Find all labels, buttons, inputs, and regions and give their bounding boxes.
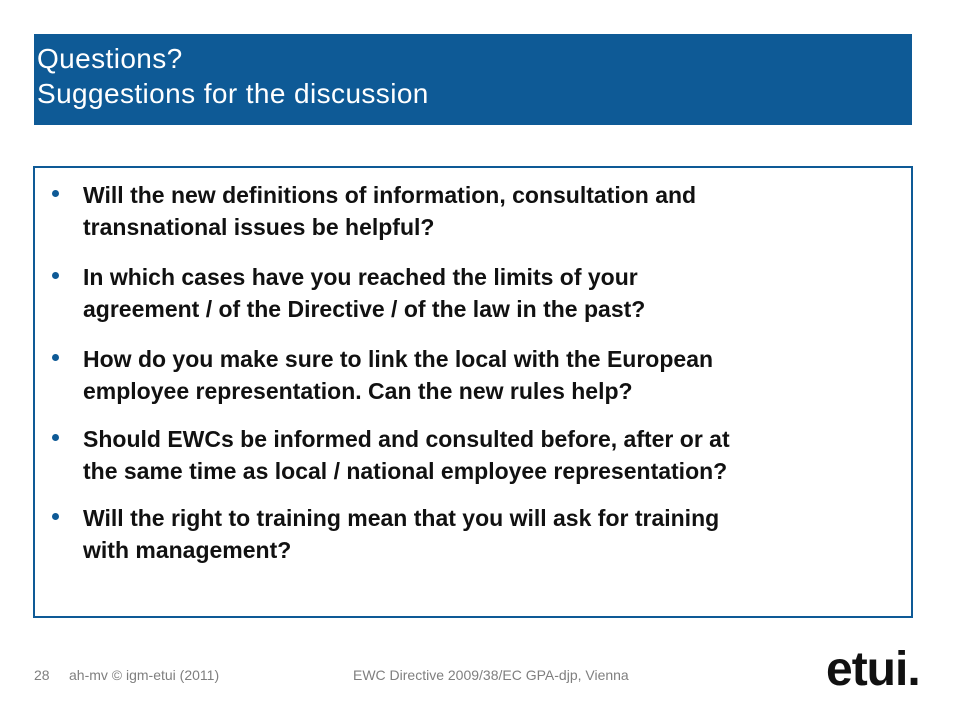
bullet-line: with management? — [83, 537, 292, 563]
footer-copyright: ah-mv © igm-etui (2011) — [69, 667, 220, 683]
bullet-line: Should EWCs be informed and consulted before, after or at — [83, 426, 730, 452]
bullet-dot-icon — [52, 272, 59, 279]
bullet-line: employee representation. Can the new rules help? — [83, 378, 633, 404]
bullet-dot-icon — [52, 354, 59, 361]
etui-logo: etui. — [826, 643, 920, 696]
slide-title-line-2: Suggestions for the discussion — [37, 78, 429, 109]
bullet-line: Will the right to training mean that you will ask for training — [83, 505, 720, 531]
bullet-text — [83, 502, 903, 566]
bullet-line: Will the new definitions of information, consultation and — [83, 182, 697, 208]
bullet-text — [83, 179, 903, 243]
bullet-dot-icon — [52, 434, 59, 441]
bullet-line: transnational issues be helpful? — [83, 214, 435, 240]
bullet-text — [83, 423, 903, 487]
bullet-line: How do you make sure to link the local with the European — [83, 346, 714, 372]
bullet-text — [83, 261, 903, 325]
slide-title-line-1: Questions? — [37, 43, 183, 74]
bullet-line: agreement / of the Directive / of the law in the past? — [83, 296, 646, 322]
bullet-line: In which cases have you reached the limits of your — [83, 264, 638, 290]
bullet-line: the same time as local / national employee representation? — [83, 458, 728, 484]
content-box — [33, 166, 913, 618]
bullet-dot-icon — [52, 513, 59, 520]
bullet-text — [83, 343, 903, 407]
footer-event: EWC Directive 2009/38/EC GPA-djp, Vienna — [353, 667, 629, 683]
footer-page-number: 28 — [34, 667, 50, 683]
bullet-dot-icon — [52, 190, 59, 197]
slide-title-bar — [34, 34, 912, 125]
